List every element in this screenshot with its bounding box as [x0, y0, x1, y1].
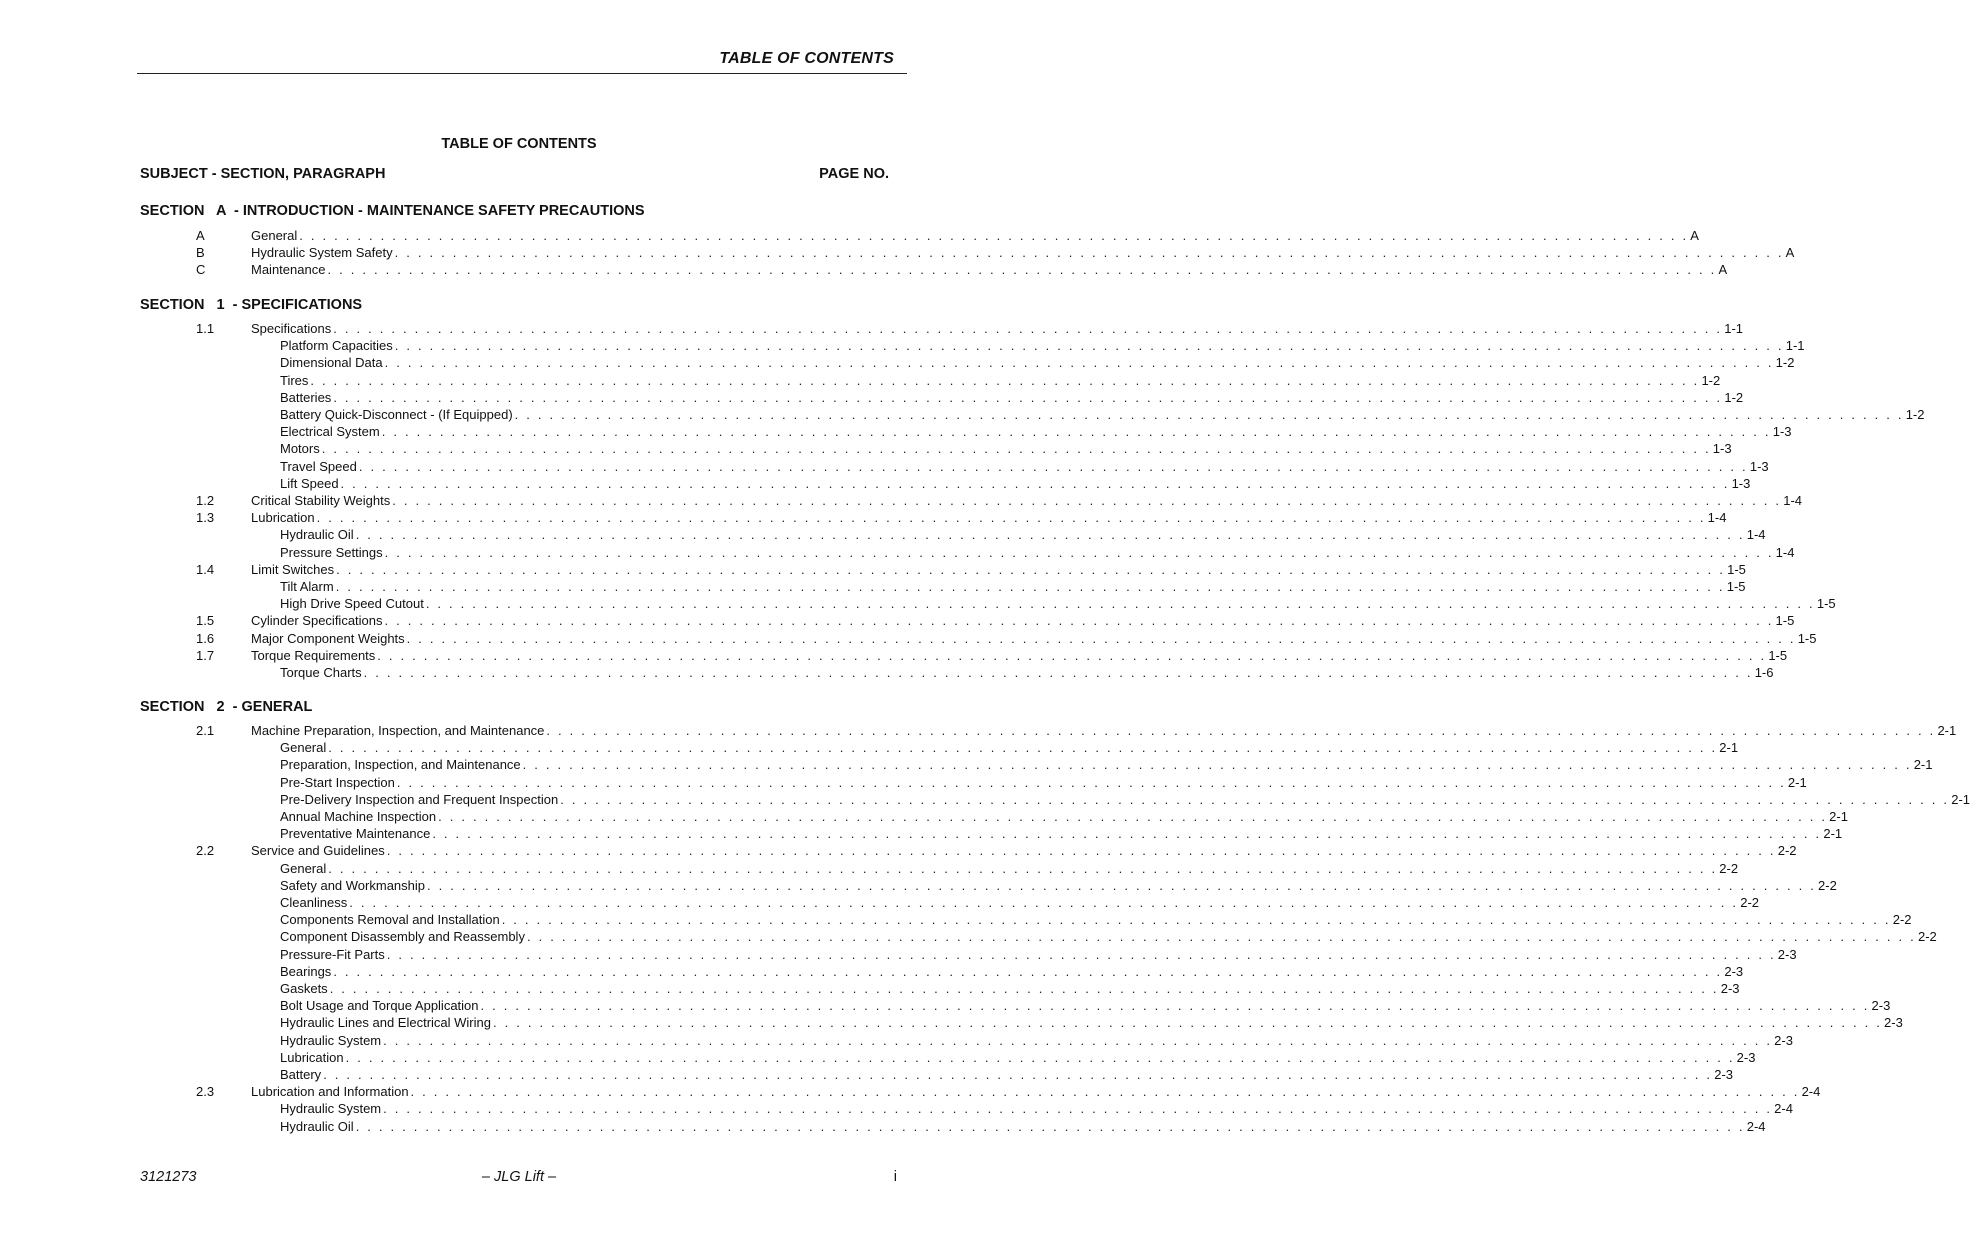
dot-leader: . . . . . . . . . . . . . . . . . . . . . . . . . . . . . . . . . . . . . . . . . . . . . . . . . . . . . . . . . . . . . . . . . . . . . . . . . . . . . . . . . . . . . . . . . . . . . . . . . . . . . . . . . . . . . . . . . . . . . . . .: [299, 228, 1689, 243]
toc-entry-title: Pre-Start Inspection: [280, 774, 395, 790]
footer-page-number: i: [893, 1169, 897, 1185]
toc-entry-title: Dimensional Data: [280, 355, 383, 371]
dot-leader: . . . . . . . . . . . . . . . . . . . . . . . . . . . . . . . . . . . . . . . . . . . . . . . . . . . . . . . . . . . . . . . . . . . . . . . . . . . . . . . . . . . . . . . . . . . . . . . . . . . . . . . . . . . . . . . . . . . . . . . .: [363, 665, 1753, 680]
toc-entry-page: 1-4: [1746, 527, 1766, 543]
toc-entry-page: 2-2: [1740, 895, 1760, 910]
dot-leader: . . . . . . . . . . . . . . . . . . . . . . . . . . . . . . . . . . . . . . . . . . . . . . . . . . . . . . . . . . . . . . . . . . . . . . . . . . . . . . . . . . . . . . . . . . . . . . . . . . . . . . . . . . . . . . . . . . . . . . . .: [355, 1118, 1745, 1134]
toc-entry-page: 1-5: [1768, 647, 1788, 663]
toc-subentry[interactable]: [280, 1032, 1793, 1049]
dot-leader: . . . . . . . . . . . . . . . . . . . . . . . . . . . . . . . . . . . . . . . . . . . . . . . . . . . . . . . . . . . . . . . . . . . . . . . . . . . . . . . . . . . . . . . . . . . . . . . . . . . . . . . . . . . . . . . . . . . . . . . .: [377, 647, 1767, 663]
dot-leader: . . . . . . . . . . . . . . . . . . . . . . . . . . . . . . . . . . . . . . . . . . . . . . . . . . . . . . . . . . . . . . . . . . . . . . . . . . . . . . . . . . . . . . . . . . . . . . . . . . . . . . . . . . . . . . . . . . . . . . . .: [340, 475, 1730, 491]
toc-entry-number: A: [196, 228, 205, 243]
dot-leader: . . . . . . . . . . . . . . . . . . . . . . . . . . . . . . . . . . . . . . . . . . . . . . . . . . . . . . . . . . . . . . . . . . . . . . . . . . . . . . . . . . . . . . . . . . . . . . . . . . . . . . . . . . . . . . . . . . . . . . . .: [396, 774, 1786, 790]
toc-subentry[interactable]: [280, 389, 1744, 406]
toc-entry-number: 2.3: [196, 1084, 215, 1100]
toc-entry-title: General: [280, 740, 327, 756]
dot-leader: . . . . . . . . . . . . . . . . . . . . . . . . . . . . . . . . . . . . . . . . . . . . . . . . . . . . . . . . . . . . . . . . . . . . . . . . . . . . . . . . . . . . . . . . . . . . . . . . . . . . . . . . . . . . . . . . . . . . . . . .: [386, 843, 1776, 859]
footer-brand: – JLG Lift –: [481, 1169, 557, 1185]
toc-subentry[interactable]: [280, 739, 1739, 756]
toc-entry-title: Specifications: [251, 321, 332, 336]
toc-entry-title: Annual Machine Inspection: [280, 809, 437, 824]
dot-leader: . . . . . . . . . . . . . . . . . . . . . . . . . . . . . . . . . . . . . . . . . . . . . . . . . . . . . . . . . . . . . . . . . . . . . . . . . . . . . . . . . . . . . . . . . . . . . . . . . . . . . . . . . . . . . . . . . . . . . . . .: [358, 458, 1748, 474]
toc-entry-page: 1-2: [1905, 407, 1925, 422]
dot-leader: . . . . . . . . . . . . . . . . . . . . . . . . . . . . . . . . . . . . . . . . . . . . . . . . . . . . . . . . . . . . . . . . . . . . . . . . . . . . . . . . . . . . . . . . . . . . . . . . . . . . . . . . . . . . . . . . . . . . . . . .: [383, 1032, 1773, 1048]
dot-leader: . . . . . . . . . . . . . . . . . . . . . . . . . . . . . . . . . . . . . . . . . . . . . . . . . . . . . . . . . . . . . . . . . . . . . . . . . . . . . . . . . . . . . . . . . . . . . . . . . . . . . . . . . . . . . . . . . . . . . . . .: [410, 1084, 1800, 1100]
toc-subentry[interactable]: [280, 406, 1925, 423]
dot-leader: . . . . . . . . . . . . . . . . . . . . . . . . . . . . . . . . . . . . . . . . . . . . . . . . . . . . . . . . . . . . . . . . . . . . . . . . . . . . . . . . . . . . . . . . . . . . . . . . . . . . . . . . . . . . . . . . . . . . . . . .: [349, 895, 1739, 910]
dot-leader: . . . . . . . . . . . . . . . . . . . . . . . . . . . . . . . . . . . . . . . . . . . . . . . . . . . . . . . . . . . . . . . . . . . . . . . . . . . . . . . . . . . . . . . . . . . . . . . . . . . . . . . . . . . . . . . . . . . . . . . .: [329, 981, 1719, 996]
toc-entry-title: High Drive Speed Cutout: [280, 596, 424, 612]
toc-subentry[interactable]: [280, 894, 1760, 911]
toc-entry-title: Critical Stability Weights: [251, 493, 391, 508]
toc-entry-page: 2-2: [1818, 877, 1837, 893]
toc-subentry[interactable]: [280, 372, 1721, 389]
section-heading: SECTION 1 - SPECIFICATIONS: [140, 297, 363, 313]
toc-entry-page: 2-1: [1913, 757, 1933, 773]
toc-entry-page: 2-3: [1884, 1015, 1903, 1031]
toc-entry-number: 2.2: [196, 843, 215, 859]
toc-entry-page: 2-4: [1801, 1084, 1821, 1100]
toc-subentry[interactable]: [280, 911, 1912, 928]
footer-doc-number: 3121273: [140, 1169, 197, 1185]
toc-entry-title: Hydraulic Lines and Electrical Wiring: [280, 1015, 491, 1031]
toc-entry[interactable]: [251, 261, 1728, 278]
toc-entry-number: 1.6: [196, 630, 215, 646]
toc-entry-title: Cylinder Specifications: [251, 613, 383, 629]
toc-entry-title: General: [280, 860, 327, 876]
toc-entry-page: 2-1: [1937, 723, 1957, 738]
toc-subentry[interactable]: [280, 337, 1805, 354]
toc-entry-title: Lubrication and Information: [251, 1084, 409, 1100]
dot-leader: . . . . . . . . . . . . . . . . . . . . . . . . . . . . . . . . . . . . . . . . . . . . . . . . . . . . . . . . . . . . . . . . . . . . . . . . . . . . . . . . . . . . . . . . . . . . . . . . . . . . . . . . . . . . . . . . . . . . . . . .: [333, 389, 1723, 405]
section-heading: SECTION A - INTRODUCTION - MAINTENANCE SAFETY PRECAUTIONS: [140, 203, 645, 219]
toc-entry-title: Batteries: [280, 389, 332, 405]
toc-entry-page: 2-3: [1774, 1032, 1793, 1048]
dot-leader: . . . . . . . . . . . . . . . . . . . . . . . . . . . . . . . . . . . . . . . . . . . . . . . . . . . . . . . . . . . . . . . . . . . . . . . . . . . . . . . . . . . . . . . . . . . . . . . . . . . . . . . . . . . . . . . . . . . . . . . .: [384, 613, 1774, 629]
dot-leader: . . . . . . . . . . . . . . . . . . . . . . . . . . . . . . . . . . . . . . . . . . . . . . . . . . . . . . . . . . . . . . . . . . . . . . . . . . . . . . . . . . . . . . . . . . . . . . . . . . . . . . . . . . . . . . . . . . . . . . . .: [383, 1101, 1773, 1117]
toc-entry-page: 1-3: [1749, 458, 1769, 474]
dot-leader: . . . . . . . . . . . . . . . . . . . . . . . . . . . . . . . . . . . . . . . . . . . . . . . . . . . . . . . . . . . . . . . . . . . . . . . . . . . . . . . . . . . . . . . . . . . . . . . . . . . . . . . . . . . . . . . . . . . . . . . .: [386, 946, 1776, 962]
toc-subentry[interactable]: [280, 475, 1751, 492]
toc-entry-page: 1-3: [1712, 441, 1732, 457]
dot-leader: . . . . . . . . . . . . . . . . . . . . . . . . . . . . . . . . . . . . . . . . . . . . . . . . . . . . . . . . . . . . . . . . . . . . . . . . . . . . . . . . . . . . . . . . . . . . . . . . . . . . . . . . . . . . . . . . . . . . . . . .: [384, 355, 1774, 371]
toc-entry-title: Gaskets: [280, 981, 328, 996]
dot-leader: . . . . . . . . . . . . . . . . . . . . . . . . . . . . . . . . . . . . . . . . . . . . . . . . . . . . . . . . . . . . . . . . . . . . . . . . . . . . . . . . . . . . . . . . . . . . . . . . . . . . . . . . . . . . . . . . . . . . . . . .: [384, 544, 1774, 560]
toc-entry-title: Cleanliness: [280, 895, 348, 910]
toc-entry-title: Component Disassembly and Reassembly: [280, 929, 525, 945]
toc-entry[interactable]: [251, 244, 1795, 261]
dot-leader: . . . . . . . . . . . . . . . . . . . . . . . . . . . . . . . . . . . . . . . . . . . . . . . . . . . . . . . . . . . . . . . . . . . . . . . . . . . . . . . . . . . . . . . . . . . . . . . . . . . . . . . . . . . . . . . . . . . . . . . .: [394, 245, 1784, 261]
toc-entry-number: B: [196, 245, 205, 261]
dot-leader: . . . . . . . . . . . . . . . . . . . . . . . . . . . . . . . . . . . . . . . . . . . . . . . . . . . . . . . . . . . . . . . . . . . . . . . . . . . . . . . . . . . . . . . . . . . . . . . . . . . . . . . . . . . . . . . . . . . . . . . .: [425, 596, 1815, 612]
dot-leader: . . . . . . . . . . . . . . . . . . . . . . . . . . . . . . . . . . . . . . . . . . . . . . . . . . . . . . . . . . . . . . . . . . . . . . . . . . . . . . . . . . . . . . . . . . . . . . . . . . . . . . . . . . . . . . . . . . . . . . . .: [438, 809, 1828, 824]
toc-subentry[interactable]: [280, 860, 1739, 877]
toc-entry[interactable]: [251, 227, 1699, 244]
toc-entry-page: 2-2: [1917, 929, 1937, 945]
toc-entry-page: 1-3: [1731, 475, 1751, 491]
toc-entry-page: A: [1718, 262, 1728, 278]
toc-entry-title: Hydraulic Oil: [280, 1118, 354, 1134]
toc-subentry[interactable]: [280, 1066, 1734, 1083]
toc-entry-title: Hydraulic System: [280, 1032, 382, 1048]
toc-subentry[interactable]: [280, 825, 1843, 842]
toc-entry-title: Preventative Maintenance: [280, 826, 431, 842]
toc-entry[interactable]: [251, 561, 1746, 578]
toc-subentry[interactable]: [280, 423, 1792, 440]
toc-entry-page: 2-3: [1871, 998, 1891, 1014]
toc-entry-page: 1-2: [1701, 372, 1721, 388]
toc-subentry[interactable]: [280, 354, 1795, 371]
toc-entry-page: 2-1: [1951, 791, 1970, 807]
toc-subentry[interactable]: [280, 997, 1891, 1014]
toc-entry-title: Components Removal and Installation: [280, 912, 500, 928]
toc-entry-title: Battery Quick-Disconnect - (If Equipped): [280, 407, 513, 422]
toc-entry-number: 1.5: [196, 613, 215, 629]
dot-leader: . . . . . . . . . . . . . . . . . . . . . . . . . . . . . . . . . . . . . . . . . . . . . . . . . . . . . . . . . . . . . . . . . . . . . . . . . . . . . . . . . . . . . . . . . . . . . . . . . . . . . . . . . . . . . . . . . . . . . . . .: [514, 407, 1904, 422]
toc-entry-page: 2-3: [1736, 1049, 1756, 1065]
toc-entry-page: 1-5: [1775, 613, 1795, 629]
toc-entry-title: Electrical System: [280, 424, 380, 440]
toc-entry-title: Torque Requirements: [251, 647, 376, 663]
toc-entry[interactable]: [251, 1083, 1821, 1100]
toc-entry-title: Lift Speed: [280, 475, 339, 491]
toc-entry[interactable]: [251, 722, 1957, 739]
subject-column-label: SUBJECT - SECTION, PARAGRAPH: [140, 166, 386, 182]
dot-leader: . . . . . . . . . . . . . . . . . . . . . . . . . . . . . . . . . . . . . . . . . . . . . . . . . . . . . . . . . . . . . . . . . . . . . . . . . . . . . . . . . . . . . . . . . . . . . . . . . . . . . . . . . . . . . . . . . . . . . . . .: [333, 321, 1723, 336]
dot-leader: . . . . . . . . . . . . . . . . . . . . . . . . . . . . . . . . . . . . . . . . . . . . . . . . . . . . . . . . . . . . . . . . . . . . . . . . . . . . . . . . . . . . . . . . . . . . . . . . . . . . . . . . . . . . . . . . . . . . . . . .: [526, 929, 1916, 945]
dot-leader: . . . . . . . . . . . . . . . . . . . . . . . . . . . . . . . . . . . . . . . . . . . . . . . . . . . . . . . . . . . . . . . . . . . . . . . . . . . . . . . . . . . . . . . . . . . . . . . . . . . . . . . . . . . . . . . . . . . . . . . .: [392, 493, 1782, 508]
toc-entry-title: Tires: [280, 372, 309, 388]
toc-subentry[interactable]: [280, 1118, 1766, 1135]
toc-entry-title: Motors: [280, 441, 320, 457]
dot-leader: . . . . . . . . . . . . . . . . . . . . . . . . . . . . . . . . . . . . . . . . . . . . . . . . . . . . . . . . . . . . . . . . . . . . . . . . . . . . . . . . . . . . . . . . . . . . . . . . . . . . . . . . . . . . . . . . . . . . . . . .: [546, 723, 1936, 738]
toc-subentry[interactable]: [280, 963, 1744, 980]
toc-entry-title: Battery: [280, 1067, 322, 1082]
toc-entry-page: 1-4: [1707, 510, 1727, 526]
dot-leader: . . . . . . . . . . . . . . . . . . . . . . . . . . . . . . . . . . . . . . . . . . . . . . . . . . . . . . . . . . . . . . . . . . . . . . . . . . . . . . . . . . . . . . . . . . . . . . . . . . . . . . . . . . . . . . . . . . . . . . . .: [394, 338, 1784, 354]
dot-leader: . . . . . . . . . . . . . . . . . . . . . . . . . . . . . . . . . . . . . . . . . . . . . . . . . . . . . . . . . . . . . . . . . . . . . . . . . . . . . . . . . . . . . . . . . . . . . . . . . . . . . . . . . . . . . . . . . . . . . . . .: [335, 579, 1725, 594]
dot-leader: . . . . . . . . . . . . . . . . . . . . . . . . . . . . . . . . . . . . . . . . . . . . . . . . . . . . . . . . . . . . . . . . . . . . . . . . . . . . . . . . . . . . . . . . . . . . . . . . . . . . . . . . . . . . . . . . . . . . . . . .: [501, 912, 1891, 928]
toc-entry-title: Hydraulic System Safety: [251, 245, 393, 261]
toc-entry-page: 2-1: [1719, 740, 1739, 756]
toc-entry-page: 1-4: [1783, 493, 1803, 508]
dot-leader: . . . . . . . . . . . . . . . . . . . . . . . . . . . . . . . . . . . . . . . . . . . . . . . . . . . . . . . . . . . . . . . . . . . . . . . . . . . . . . . . . . . . . . . . . . . . . . . . . . . . . . . . . . . . . . . . . . . . . . . .: [310, 372, 1700, 388]
dot-leader: . . . . . . . . . . . . . . . . . . . . . . . . . . . . . . . . . . . . . . . . . . . . . . . . . . . . . . . . . . . . . . . . . . . . . . . . . . . . . . . . . . . . . . . . . . . . . . . . . . . . . . . . . . . . . . . . . . . . . . . .: [327, 262, 1717, 278]
toc-entry[interactable]: [251, 630, 1817, 647]
dot-leader: . . . . . . . . . . . . . . . . . . . . . . . . . . . . . . . . . . . . . . . . . . . . . . . . . . . . . . . . . . . . . . . . . . . . . . . . . . . . . . . . . . . . . . . . . . . . . . . . . . . . . . . . . . . . . . . . . . . . . . . .: [522, 757, 1912, 773]
toc-entry[interactable]: [251, 509, 1727, 526]
toc-entry-title: Hydraulic System: [280, 1101, 382, 1117]
toc-entry-page: 1-1: [1785, 338, 1805, 354]
toc-entry-title: Travel Speed: [280, 458, 357, 474]
toc-entry-title: Machine Preparation, Inspection, and Maintenance: [251, 723, 545, 738]
toc-entry-number: 1.1: [196, 321, 215, 336]
toc-entry-title: Preparation, Inspection, and Maintenance: [280, 757, 521, 773]
toc-subentry[interactable]: [280, 1100, 1793, 1117]
toc-entry-page: 1-3: [1772, 424, 1792, 440]
toc-entry-title: Maintenance: [251, 262, 326, 278]
toc-entry-page: 1-4: [1775, 544, 1795, 560]
toc-subentry[interactable]: [280, 928, 1937, 945]
toc-entry-title: Tilt Alarm: [280, 579, 334, 594]
running-header-title: TABLE OF CONTENTS: [719, 50, 894, 67]
dot-leader: . . . . . . . . . . . . . . . . . . . . . . . . . . . . . . . . . . . . . . . . . . . . . . . . . . . . . . . . . . . . . . . . . . . . . . . . . . . . . . . . . . . . . . . . . . . . . . . . . . . . . . . . . . . . . . . . . . . . . . . .: [492, 1015, 1883, 1031]
toc-entry-page: 1-2: [1775, 355, 1795, 371]
toc-subentry[interactable]: [280, 578, 1746, 595]
toc-entry-page: 2-1: [1787, 774, 1807, 790]
toc-entry-page: 1-5: [1727, 561, 1746, 577]
dot-leader: . . . . . . . . . . . . . . . . . . . . . . . . . . . . . . . . . . . . . . . . . . . . . . . . . . . . . . . . . . . . . . . . . . . . . . . . . . . . . . . . . . . . . . . . . . . . . . . . . . . . . . . . . . . . . . . . . . . . . . . .: [432, 826, 1822, 842]
toc-entry-title: Bearings: [280, 963, 332, 979]
dot-leader: . . . . . . . . . . . . . . . . . . . . . . . . . . . . . . . . . . . . . . . . . . . . . . . . . . . . . . . . . . . . . . . . . . . . . . . . . . . . . . . . . . . . . . . . . . . . . . . . . . . . . . . . . . . . . . . . . . . . . . . .: [323, 1067, 1713, 1082]
toc-title: TABLE OF CONTENTS: [441, 136, 597, 152]
dot-leader: . . . . . . . . . . . . . . . . . . . . . . . . . . . . . . . . . . . . . . . . . . . . . . . . . . . . . . . . . . . . . . . . . . . . . . . . . . . . . . . . . . . . . . . . . . . . . . . . . . . . . . . . . . . . . . . . . . . . . . . .: [355, 527, 1745, 543]
dot-leader: . . . . . . . . . . . . . . . . . . . . . . . . . . . . . . . . . . . . . . . . . . . . . . . . . . . . . . . . . . . . . . . . . . . . . . . . . . . . . . . . . . . . . . . . . . . . . . . . . . . . . . . . . . . . . . . . . . . . . . . .: [316, 510, 1706, 526]
toc-entry[interactable]: [251, 647, 1788, 664]
dot-leader: . . . . . . . . . . . . . . . . . . . . . . . . . . . . . . . . . . . . . . . . . . . . . . . . . . . . . . . . . . . . . . . . . . . . . . . . . . . . . . . . . . . . . . . . . . . . . . . . . . . . . . . . . . . . . . . . . . . . . . . .: [406, 630, 1796, 646]
dot-leader: . . . . . . . . . . . . . . . . . . . . . . . . . . . . . . . . . . . . . . . . . . . . . . . . . . . . . . . . . . . . . . . . . . . . . . . . . . . . . . . . . . . . . . . . . . . . . . . . . . . . . . . . . . . . . . . . . . . . . . . .: [336, 561, 1726, 577]
toc-entry-page: 2-1: [1823, 826, 1843, 842]
toc-subentry[interactable]: [280, 526, 1766, 543]
toc-subentry[interactable]: [280, 595, 1836, 612]
toc-entry-title: Major Component Weights: [251, 630, 405, 646]
toc-entry-title: Torque Charts: [280, 665, 362, 680]
toc-entry-page: 2-2: [1719, 860, 1739, 876]
dot-leader: . . . . . . . . . . . . . . . . . . . . . . . . . . . . . . . . . . . . . . . . . . . . . . . . . . . . . . . . . . . . . . . . . . . . . . . . . . . . . . . . . . . . . . . . . . . . . . . . . . . . . . . . . . . . . . . . . . . . . . . .: [480, 998, 1870, 1014]
dot-leader: . . . . . . . . . . . . . . . . . . . . . . . . . . . . . . . . . . . . . . . . . . . . . . . . . . . . . . . . . . . . . . . . . . . . . . . . . . . . . . . . . . . . . . . . . . . . . . . . . . . . . . . . . . . . . . . . . . . . . . . .: [427, 877, 1817, 893]
toc-entry[interactable]: [251, 320, 1744, 337]
toc-subentry[interactable]: [280, 1014, 1903, 1031]
toc-entry-page: 1-5: [1726, 579, 1746, 594]
toc-subentry[interactable]: [280, 664, 1774, 681]
toc-entry-page: 1-5: [1816, 596, 1836, 612]
toc-entry-page: 2-3: [1720, 981, 1740, 996]
toc-entry-page: 1-1: [1724, 321, 1744, 336]
toc-entry-number: C: [196, 262, 206, 278]
toc-entry-page: A: [1690, 228, 1699, 243]
toc-entry-page: 1-5: [1797, 630, 1817, 646]
toc-entry-page: 1-6: [1754, 665, 1774, 680]
toc-subentry[interactable]: [280, 808, 1848, 825]
toc-entry-title: Safety and Workmanship: [280, 877, 425, 893]
toc-entry-page: 2-4: [1746, 1118, 1766, 1134]
toc-subentry[interactable]: [280, 756, 1933, 773]
toc-entry-number: 1.4: [196, 561, 215, 577]
toc-entry[interactable]: [251, 492, 1803, 509]
toc-subentry[interactable]: [280, 877, 1837, 894]
toc-subentry[interactable]: [280, 980, 1740, 997]
toc-subentry[interactable]: [280, 774, 1807, 791]
toc-subentry[interactable]: [280, 458, 1769, 475]
toc-entry-title: Lubrication: [280, 1049, 344, 1065]
toc-entry-title: Platform Capacities: [280, 338, 393, 354]
toc-subentry[interactable]: [280, 544, 1795, 561]
toc-entry-number: 2.1: [196, 723, 215, 738]
toc-entry-title: Bolt Usage and Torque Application: [280, 998, 479, 1014]
toc-entry-page: 2-2: [1777, 843, 1797, 859]
toc-subentry[interactable]: [280, 791, 1970, 808]
toc-entry-number: 1.3: [196, 510, 215, 526]
toc-entry-number: 1.2: [196, 493, 215, 508]
toc-entry-title: Pressure-Fit Parts: [280, 946, 385, 962]
toc-subentry[interactable]: [280, 1049, 1756, 1066]
toc-entry-title: Pressure Settings: [280, 544, 383, 560]
dot-leader: . . . . . . . . . . . . . . . . . . . . . . . . . . . . . . . . . . . . . . . . . . . . . . . . . . . . . . . . . . . . . . . . . . . . . . . . . . . . . . . . . . . . . . . . . . . . . . . . . . . . . . . . . . . . . . . . . . . . . . . .: [381, 424, 1771, 440]
dot-leader: . . . . . . . . . . . . . . . . . . . . . . . . . . . . . . . . . . . . . . . . . . . . . . . . . . . . . . . . . . . . . . . . . . . . . . . . . . . . . . . . . . . . . . . . . . . . . . . . . . . . . . . . . . . . . . . . . . . . . . . .: [321, 441, 1711, 457]
page-column-label: PAGE NO.: [819, 166, 889, 182]
dot-leader: . . . . . . . . . . . . . . . . . . . . . . . . . . . . . . . . . . . . . . . . . . . . . . . . . . . . . . . . . . . . . . . . . . . . . . . . . . . . . . . . . . . . . . . . . . . . . . . . . . . . . . . . . . . . . . . . . . . . . . . .: [345, 1049, 1735, 1065]
toc-entry-title: Hydraulic Oil: [280, 527, 354, 543]
toc-entry-page: 2-3: [1777, 946, 1797, 962]
toc-entry-number: 1.7: [196, 647, 215, 663]
toc-entry-page: A: [1785, 245, 1795, 261]
dot-leader: . . . . . . . . . . . . . . . . . . . . . . . . . . . . . . . . . . . . . . . . . . . . . . . . . . . . . . . . . . . . . . . . . . . . . . . . . . . . . . . . . . . . . . . . . . . . . . . . . . . . . . . . . . . . . . . . . . . . . . . .: [328, 740, 1718, 756]
dot-leader: . . . . . . . . . . . . . . . . . . . . . . . . . . . . . . . . . . . . . . . . . . . . . . . . . . . . . . . . . . . . . . . . . . . . . . . . . . . . . . . . . . . . . . . . . . . . . . . . . . . . . . . . . . . . . . . . . . . . . . . .: [560, 791, 1950, 807]
toc-entry-title: Service and Guidelines: [251, 843, 385, 859]
toc-entry[interactable]: [251, 842, 1797, 859]
toc-subentry[interactable]: [280, 440, 1732, 457]
dot-leader: . . . . . . . . . . . . . . . . . . . . . . . . . . . . . . . . . . . . . . . . . . . . . . . . . . . . . . . . . . . . . . . . . . . . . . . . . . . . . . . . . . . . . . . . . . . . . . . . . . . . . . . . . . . . . . . . . . . . . . . .: [328, 860, 1718, 876]
toc-entry-page: 2-1: [1829, 809, 1848, 824]
toc-entry-title: General: [251, 228, 298, 243]
toc-entry-page: 2-3: [1724, 963, 1744, 979]
toc-entry-page: 2-3: [1714, 1067, 1734, 1082]
section-heading: SECTION 2 - GENERAL: [140, 699, 313, 715]
toc-entry-page: 2-2: [1892, 912, 1912, 928]
toc-entry-page: 2-4: [1774, 1101, 1793, 1117]
toc-entry[interactable]: [251, 612, 1795, 629]
toc-entry-title: Limit Switches: [251, 561, 335, 577]
toc-entry-title: Lubrication: [251, 510, 315, 526]
toc-entry-page: 1-2: [1724, 389, 1744, 405]
dot-leader: . . . . . . . . . . . . . . . . . . . . . . . . . . . . . . . . . . . . . . . . . . . . . . . . . . . . . . . . . . . . . . . . . . . . . . . . . . . . . . . . . . . . . . . . . . . . . . . . . . . . . . . . . . . . . . . . . . . . . . . .: [333, 963, 1723, 979]
toc-entry-title: Pre-Delivery Inspection and Frequent Inspection: [280, 791, 559, 807]
toc-subentry[interactable]: [280, 946, 1797, 963]
